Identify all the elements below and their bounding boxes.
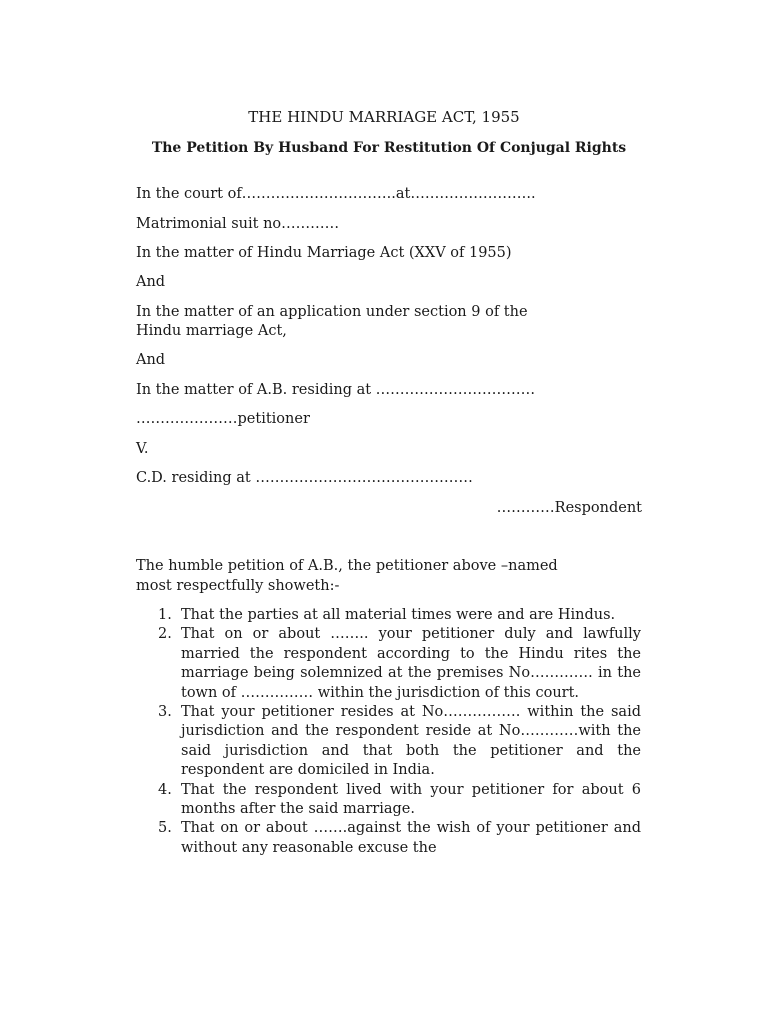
- petitioner-line: …………………petitioner: [136, 411, 310, 427]
- list-item-number: 5.: [158, 820, 172, 837]
- court-line: In the court of…………………………..at……………………..: [136, 186, 536, 202]
- list-item: [136, 819, 641, 858]
- list-item-number: 1.: [158, 607, 172, 623]
- matter-act-line: In the matter of Hindu Marriage Act (XXV of 1955): [136, 245, 512, 261]
- list-item: [136, 703, 641, 781]
- and-line-2: And: [136, 352, 166, 368]
- matter-application-line-1: In the matter of an application under section 9 of the: [136, 304, 528, 320]
- suit-line: Matrimonial suit no…………: [136, 216, 340, 232]
- list-item-text: That the respondent lived with your petitioner for about 6 months after the said marriage.: [181, 781, 641, 818]
- list-item: [136, 625, 641, 703]
- list-item-number: 3.: [158, 704, 172, 721]
- matter-application-line-2: Hindu marriage Act,: [136, 323, 287, 339]
- list-item-number: 4.: [158, 781, 172, 798]
- list-item: [136, 606, 641, 625]
- respondent-line: …………Respondent: [496, 500, 642, 516]
- list-item-text: That the parties at all material times were and are Hindus.: [181, 607, 616, 623]
- petition-intro-line-2: most respectfully showeth:-: [136, 578, 340, 594]
- and-line-1: And: [136, 274, 166, 290]
- list-item-text: That on or about …….against the wish of your petitioner and without any reasonable excuse the: [181, 820, 641, 856]
- petition-intro-line-1: The humble petition of A.B., the petitioner above –named: [136, 558, 558, 574]
- list-item-text: That your petitioner resides at No……………. within the said jurisdiction and the respondent reside at No…………with the said jurisdiction and that both the petitioner and the respondent are domiciled in India.: [181, 704, 641, 779]
- versus-line: V.: [136, 441, 149, 457]
- list-item-text: That on or about …….. your petitioner duly and lawfully married the respondent according to the Hindu rites the marriage being solemnized at the premises No…………. in the town of …………… within the jurisdiction of this court.: [181, 626, 641, 701]
- matter-ab-line: In the matter of A.B. residing at ……………………………: [136, 382, 536, 398]
- document-title: THE HINDU MARRIAGE ACT, 1955: [248, 108, 520, 126]
- list-item-number: 2.: [158, 626, 172, 643]
- petition-points-list: [136, 606, 641, 858]
- list-item: [136, 781, 641, 820]
- cd-line: C.D. residing at ………………………………………: [136, 470, 473, 486]
- document-subtitle: The Petition By Husband For Restitution Of Conjugal Rights: [151, 140, 627, 156]
